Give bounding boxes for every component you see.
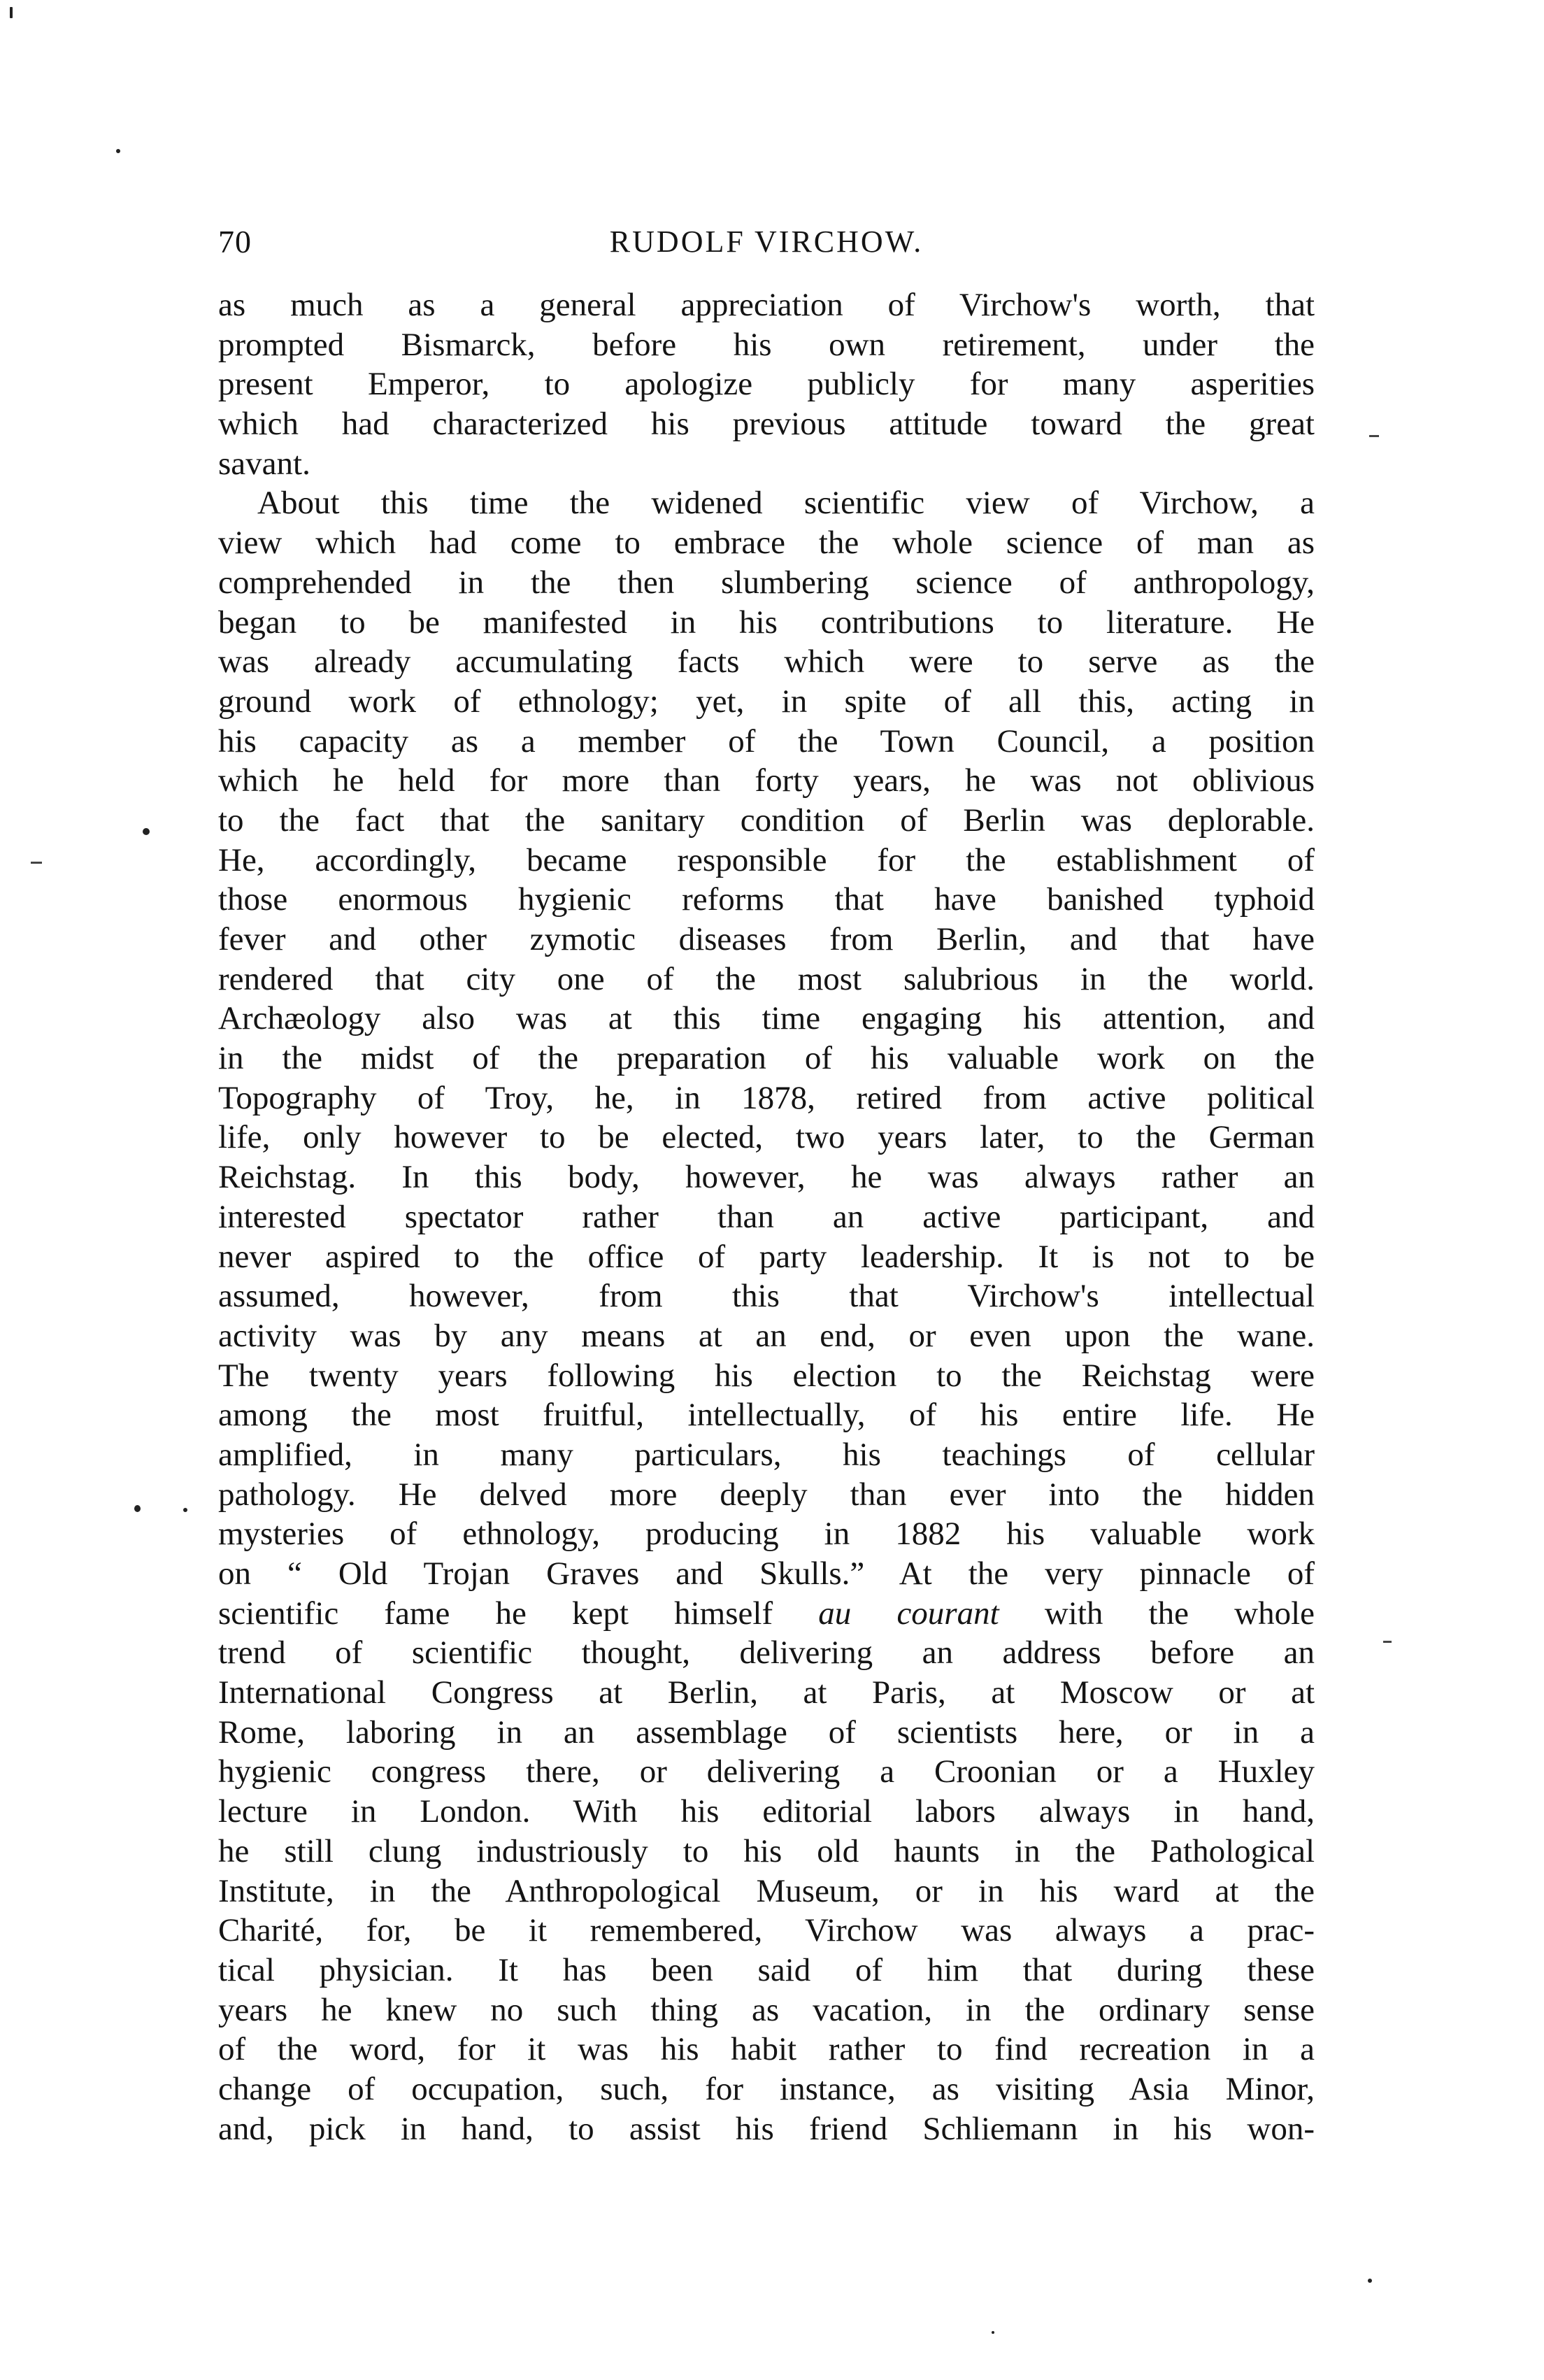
text-line: life, only however to be elected, two years later, to the German <box>218 1119 1315 1156</box>
text-line: which he held for more than forty years, he was not oblivious <box>218 762 1315 799</box>
text-line: prompted Bismarck, before his own retirement, under the <box>218 326 1315 363</box>
text-line: Reichstag. In this body, however, he was always rather an <box>218 1159 1315 1196</box>
text-line: mysteries of ethnology, producing in 1882 his valuable work <box>218 1516 1315 1553</box>
text-line: present Emperor, to apologize publicly for many asperities <box>218 366 1315 403</box>
text-line: his capacity as a member of the Town Council, a position <box>218 722 1315 760</box>
text-line: which had characterized his previous attitude toward the great <box>218 406 1315 443</box>
ink-speck <box>183 1508 187 1512</box>
text-line: Archæology also was at this time engaging his attention, and <box>218 1000 1315 1037</box>
text-line: activity was by any means at an end, or even upon the wane. <box>218 1317 1315 1354</box>
text-line: began to be manifested in his contributions to literature. He <box>218 604 1315 641</box>
text-line: International Congress at Berlin, at Paris, at Moscow or at <box>218 1674 1315 1711</box>
text-line: amplified, in many particulars, his teachings of cellular <box>218 1436 1315 1473</box>
text-line: trend of scientific thought, delivering an address before an <box>218 1634 1315 1672</box>
text-line: of the word, for it was his habit rather to find recreation in a <box>218 2031 1315 2068</box>
text-line: he still clung industriously to his old haunts in the Pathological <box>218 1832 1315 1869</box>
text-line: lecture in London. With his editorial labors always in hand, <box>218 1793 1315 1830</box>
text-line: interested spectator rather than an active participant, and <box>218 1198 1315 1235</box>
text-line: Rome, laboring in an assemblage of scientists here, or in a <box>218 1713 1315 1751</box>
ink-speck <box>10 7 13 18</box>
text-run: with the whole <box>999 1595 1315 1632</box>
text-line: as much as a general appreciation of Virchow's worth, that <box>218 287 1315 323</box>
ink-speck <box>31 862 42 864</box>
ink-speck <box>1369 435 1379 437</box>
text-line <box>218 1594 1315 1634</box>
text-line: to the fact that the sanitary condition of Berlin was deplorable. <box>218 801 1315 839</box>
text-line: never aspired to the office of party leadership. It is not to be <box>218 1238 1315 1275</box>
text-line: those enormous hygienic reforms that have banished typhoid <box>218 881 1315 918</box>
text-line: savant. <box>218 445 310 482</box>
text-line: pathology. He delved more deeply than ever into the hidden <box>218 1476 1315 1513</box>
text-line: rendered that city one of the most salubrious in the world. <box>218 960 1315 997</box>
text-line: on “ Old Trojan Graves and Skulls.” At the very pinnacle of <box>218 1555 1315 1592</box>
ink-speck <box>992 2331 994 2334</box>
page-number: 70 <box>218 224 252 259</box>
running-head <box>218 214 1315 270</box>
text-line: was already accumulating facts which were to serve as the <box>218 643 1315 680</box>
text-line: The twenty years following his election to the Reichstag were <box>218 1357 1315 1394</box>
text-line: He, accordingly, became responsible for the establishment of <box>218 841 1315 878</box>
text-line: hygienic congress there, or delivering a Croonian or a Huxley <box>218 1753 1315 1790</box>
text-line: tical physician. It has been said of him that during these <box>218 1951 1315 1988</box>
ink-speck <box>1368 2279 1372 2283</box>
text-line: and, pick in hand, to assist his friend Schliemann in his won- <box>218 2110 1315 2147</box>
ink-speck <box>116 149 120 153</box>
text-line: view which had come to embrace the whole science of man as <box>218 525 1315 562</box>
body-text <box>218 285 1315 2149</box>
text-line: among the most fruitful, intellectually, of his entire life. He <box>218 1397 1315 1434</box>
ink-speck <box>143 828 150 835</box>
ink-speck <box>134 1505 141 1512</box>
text-line: years he knew no such thing as vacation, in the ordinary sense <box>218 1991 1315 2028</box>
text-line: About this time the widened scientific view of Virchow, a <box>257 485 1315 522</box>
text-run: scientific fame he kept himself <box>218 1595 819 1632</box>
ink-speck <box>1383 1641 1392 1643</box>
text-line: comprehended in the then slumbering science of anthropology, <box>218 564 1315 601</box>
text-line: Charité, for, be it remembered, Virchow was always a prac- <box>218 1912 1315 1949</box>
running-title: RUDOLF VIRCHOW. <box>609 225 924 259</box>
text-line: change of occupation, such, for instance, as visiting Asia Minor, <box>218 2070 1315 2107</box>
text-line: fever and other zymotic diseases from Berlin, and that have <box>218 921 1315 957</box>
text-line: ground work of ethnology; yet, in spite of all this, acting in <box>218 683 1315 720</box>
italic-phrase: au courant <box>818 1595 999 1632</box>
text-line: in the midst of the preparation of his valuable work on the <box>218 1040 1315 1077</box>
text-line: assumed, however, from this that Virchow's intellectual <box>218 1278 1315 1315</box>
text-line: Institute, in the Anthropological Museum, or in his ward at the <box>218 1872 1315 1909</box>
text-line: Topography of Troy, he, in 1878, retired from active political <box>218 1079 1315 1116</box>
